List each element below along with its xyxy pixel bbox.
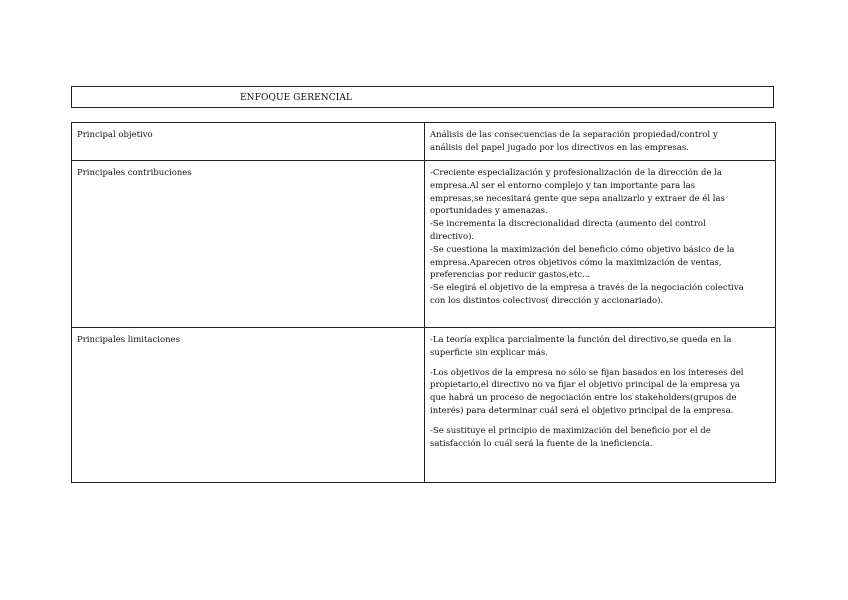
text-line: satisfacción lo cuál será la fuente de la ineficiencia.: [430, 438, 653, 449]
row-content: [425, 161, 776, 328]
text-line: empresa.Al ser el entorno complejo y tan importante para las: [430, 180, 696, 191]
row-content: [425, 123, 776, 161]
row-content: [425, 328, 776, 483]
text-line: oportunidades y amenazas.: [430, 206, 548, 217]
text-line: que habrá un proceso de negociación entre los stakeholders(grupos de: [430, 393, 737, 404]
table-row-principal-objetivo: [72, 123, 776, 161]
table-row-principales-limitaciones: [72, 328, 776, 483]
row-label: Principales contribuciones: [72, 161, 425, 328]
text-line: directivo).: [430, 231, 475, 242]
text-line: superficie sin explicar más.: [430, 347, 548, 358]
page-title: ENFOQUE GERENCIAL: [240, 93, 353, 103]
comparison-table: [71, 122, 776, 483]
text-line: empresas,se necesitará gente que sepa analizarlo y extraer de él las: [430, 193, 725, 204]
text-line: -Se incrementa la discrecionalidad directa (aumento del control: [430, 219, 706, 230]
paragraph-gap: [430, 418, 770, 425]
row-label: Principal objetivo: [72, 123, 425, 161]
text-line: interés) para determinar cuál será el objetivo principal de la empresa.: [430, 405, 734, 416]
text-line: -Se elegirá el objetivo de la empresa a través de la negociación colectiva: [430, 283, 744, 294]
text-line: análisis del papel jugado por los directivos en las empresas.: [430, 142, 689, 153]
text-line: empresa.Aparecen otros objetivos cómo la maximización de ventas,: [430, 257, 722, 268]
paragraph-gap: [430, 360, 770, 367]
text-line: -Se cuestiona la maximización del beneficio cómo objetivo básico de la: [430, 244, 735, 255]
text-line: -Se sustituye el principio de maximización del beneficio por el de: [430, 425, 711, 436]
table-row-principales-contribuciones: [72, 161, 776, 328]
text-line: Análisis de las consecuencias de la separación propiedad/control y: [430, 130, 718, 140]
text-line: -Los objetivos de la empresa no sólo se fijan basados en los intereses del: [430, 367, 744, 378]
text-line: -Creciente especialización y profesionalización de la dirección de la: [430, 168, 722, 178]
text-line: propietario,el directivo no va fijar el objetivo principal de la empresa ya: [430, 380, 740, 391]
text-line: con los distintos colectivos( dirección y accionariado).: [430, 295, 664, 306]
title-box: [71, 86, 774, 108]
text-line: preferencias por reducir gastos,etc...: [430, 270, 591, 281]
row-label: Principales limitaciones: [72, 328, 425, 483]
text-line: -La teoría explica parcialmente la función del directivo,se queda en la: [430, 335, 732, 345]
